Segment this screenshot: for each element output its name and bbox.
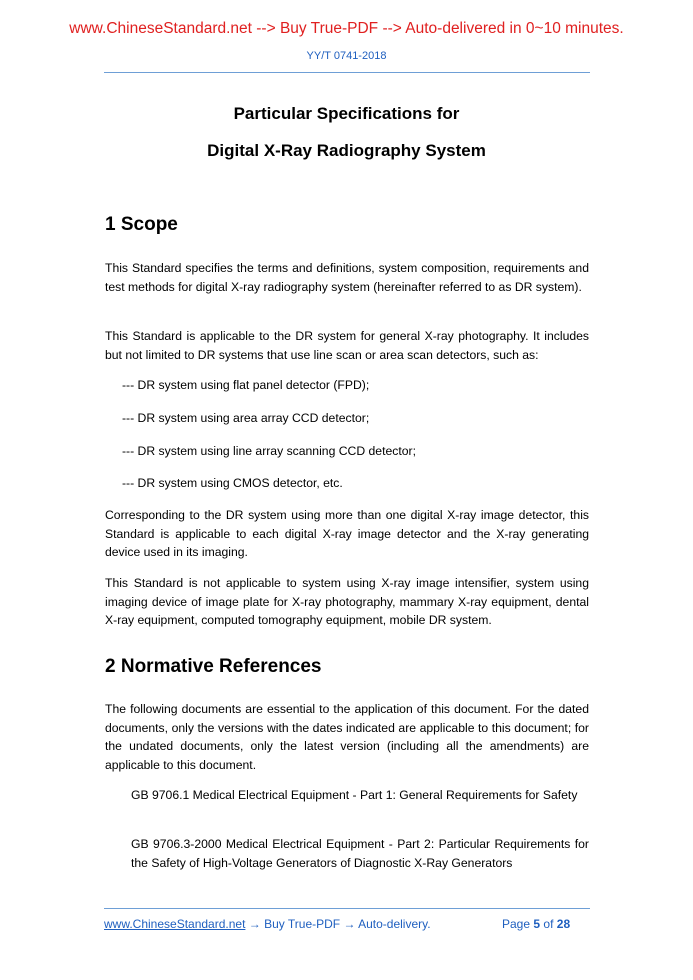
footer-divider bbox=[104, 908, 590, 909]
scope-paragraph-2: This Standard is applicable to the DR system for general X-ray photography. It includes but not limited to DR systems that use line scan or area scan detectors, such as: bbox=[105, 329, 589, 362]
list-item: --- DR system using flat panel detector (FPD); bbox=[122, 378, 370, 392]
list-item: --- DR system using area array CCD detector; bbox=[122, 411, 370, 425]
promo-banner[interactable]: www.ChineseStandard.net --> Buy True-PDF --> Auto-delivered in 0~10 minutes. bbox=[69, 20, 624, 37]
section-heading-scope: 1 Scope bbox=[105, 214, 178, 235]
document-code: YY/T 0741-2018 bbox=[306, 50, 387, 62]
page-indicator bbox=[502, 917, 570, 931]
list-item: --- DR system using CMOS detector, etc. bbox=[122, 476, 343, 490]
footer-promo bbox=[104, 917, 431, 931]
document-title-line2: Digital X-Ray Radiography System bbox=[207, 141, 486, 160]
scope-paragraph-4: This Standard is not applicable to system using X-ray image intensifier, system using imaging device of image plate for X-ray photography, mammary X-ray equipment, dental X-ray equipment, computed tomography equipment, mobile DR system. bbox=[105, 576, 589, 627]
scope-paragraph-3: Corresponding to the DR system using more than one digital X-ray image detector, this Standard is applicable to each digital X-ray image detector and the X-ray generating device used in its imaging. bbox=[105, 508, 589, 559]
section-heading-normative-references: 2 Normative References bbox=[105, 656, 322, 677]
scope-paragraph-1: This Standard specifies the terms and definitions, system composition, requirements and test methods for digital X-ray radiography system (hereinafter referred to as DR system). bbox=[105, 261, 589, 294]
page-number: 5 bbox=[533, 917, 541, 931]
document-title-line1: Particular Specifications for bbox=[233, 104, 460, 123]
footer-site-link[interactable]: www.ChineseStandard.net bbox=[104, 917, 246, 931]
page-total: 28 bbox=[556, 917, 571, 931]
footer-promo-text: → Buy True-PDF → Auto-delivery. bbox=[245, 917, 431, 931]
reference-item: GB 9706.3-2000 Medical Electrical Equipment - Part 2: Particular Requirements for the Safety of High-Voltage Generators of Diagnostic X-Ray Generators bbox=[131, 837, 589, 870]
reference-item: GB 9706.1 Medical Electrical Equipment - Part 1: General Requirements for Safety bbox=[131, 788, 578, 802]
page-of-label: of bbox=[543, 917, 554, 931]
page-label: Page bbox=[502, 917, 531, 931]
references-intro-paragraph: The following documents are essential to the application of this document. For the dated documents, only the versions with the dates indicated are applicable to this document; for the undated documents, only the latest version (including all the amendments) are applicable to this document. bbox=[105, 702, 589, 772]
list-item: --- DR system using line array scanning CCD detector; bbox=[122, 444, 416, 458]
header-divider bbox=[104, 72, 590, 73]
